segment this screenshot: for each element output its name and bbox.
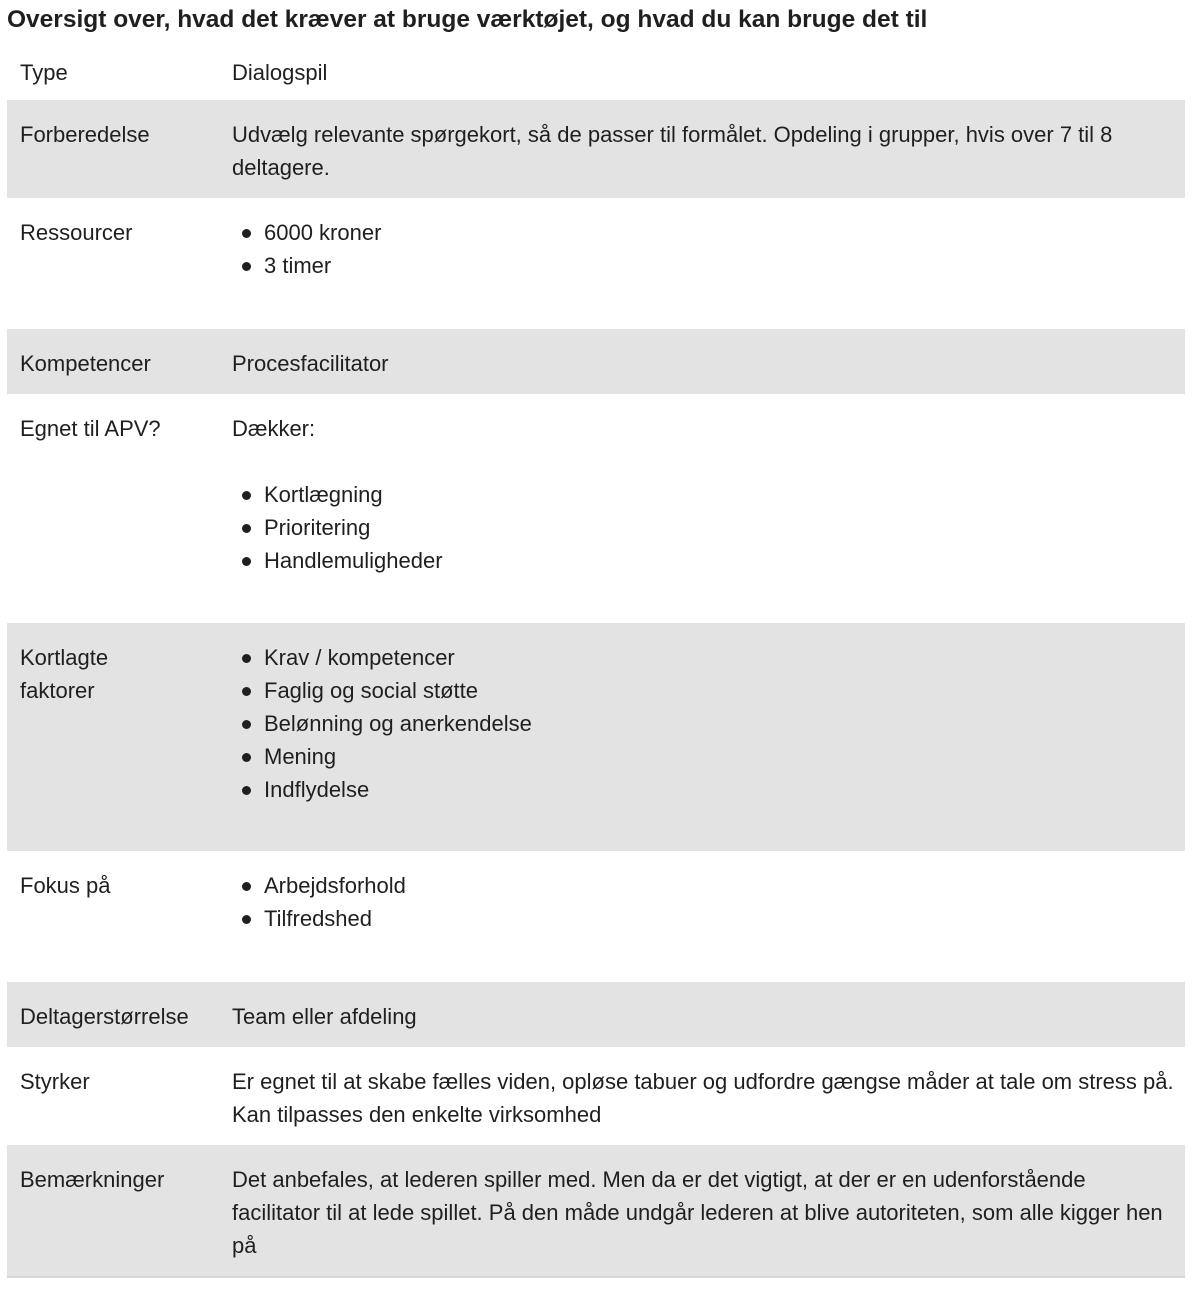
apv-intro: Dækker: <box>232 416 316 441</box>
row-value-focus <box>232 869 1177 935</box>
row-focus <box>7 851 1185 982</box>
row-label-focus: Fokus på <box>20 873 111 898</box>
row-label-apv: Egnet til APV? <box>20 416 161 441</box>
row-label-remarks: Bemærkninger <box>20 1167 165 1192</box>
row-value-competences: Procesfacilitator <box>232 351 389 376</box>
row-value-remarks: Det anbefales, at lederen spiller med. Men da er det vigtigt, at der er en udenforstående facilitator til at lede spillet. På den måde undgår lederen at blive autoriteten, som alle kigger hen på <box>232 1167 1163 1258</box>
row-label-strengths: Styrker <box>20 1069 90 1094</box>
row-value-strengths: Er egnet til at skabe fælles viden, opløse tabuer og udfordre gængse måder at tale om stress på. Kan tilpasses den enkelte virksomhed <box>232 1069 1174 1127</box>
focus-list <box>232 869 1177 935</box>
list-item: Prioritering <box>232 511 1177 544</box>
list-item: Mening <box>232 740 1177 773</box>
page-title: Oversigt over, hvad det kræver at bruge værktøjet, og hvad du kan bruge det til <box>7 6 928 33</box>
row-label-resources: Ressourcer <box>20 220 133 245</box>
list-item: Belønning og anerkendelse <box>232 707 1177 740</box>
row-value-type: Dialogspil <box>232 60 328 85</box>
list-item: 3 timer <box>232 249 1177 282</box>
list-item: Tilfredshed <box>232 902 1177 935</box>
row-label-type: Type <box>20 60 68 85</box>
list-item: Krav / kompetencer <box>232 641 1177 674</box>
row-value-size: Team eller afdeling <box>232 1004 417 1029</box>
table-bottom-rule <box>7 1276 1185 1278</box>
row-strengths <box>7 1047 1185 1145</box>
row-value-preparation: Udvælg relevante spørgekort, så de passer til formålet. Opdeling i grupper, hvis over 7 til 8 deltagere. <box>232 122 1113 180</box>
row-apv <box>7 394 1185 623</box>
list-item: Indflydelse <box>232 773 1177 806</box>
row-label-competences: Kompetencer <box>20 351 151 376</box>
row-size <box>7 982 1185 1047</box>
list-item: Kortlægning <box>232 478 1177 511</box>
factors-list <box>232 641 1177 806</box>
row-label-factors: Kortlagte faktorer <box>20 645 109 703</box>
row-remarks <box>7 1145 1185 1276</box>
resources-list <box>232 216 1177 282</box>
row-resources <box>7 198 1185 329</box>
row-competences <box>7 329 1185 394</box>
row-factors <box>7 623 1185 851</box>
list-item: Handlemuligheder <box>232 544 1177 577</box>
list-item: Arbejdsforhold <box>232 869 1177 902</box>
list-item: 6000 kroner <box>232 216 1177 249</box>
list-item: Faglig og social støtte <box>232 674 1177 707</box>
row-preparation <box>7 100 1185 198</box>
apv-list <box>232 478 1177 577</box>
row-value-resources <box>232 216 1177 282</box>
row-value-apv <box>232 412 1177 577</box>
row-label-preparation: Forberedelse <box>20 122 150 147</box>
row-value-factors <box>232 641 1177 806</box>
row-type <box>7 38 1185 100</box>
row-label-size: Deltagerstørrelse <box>20 1004 189 1029</box>
